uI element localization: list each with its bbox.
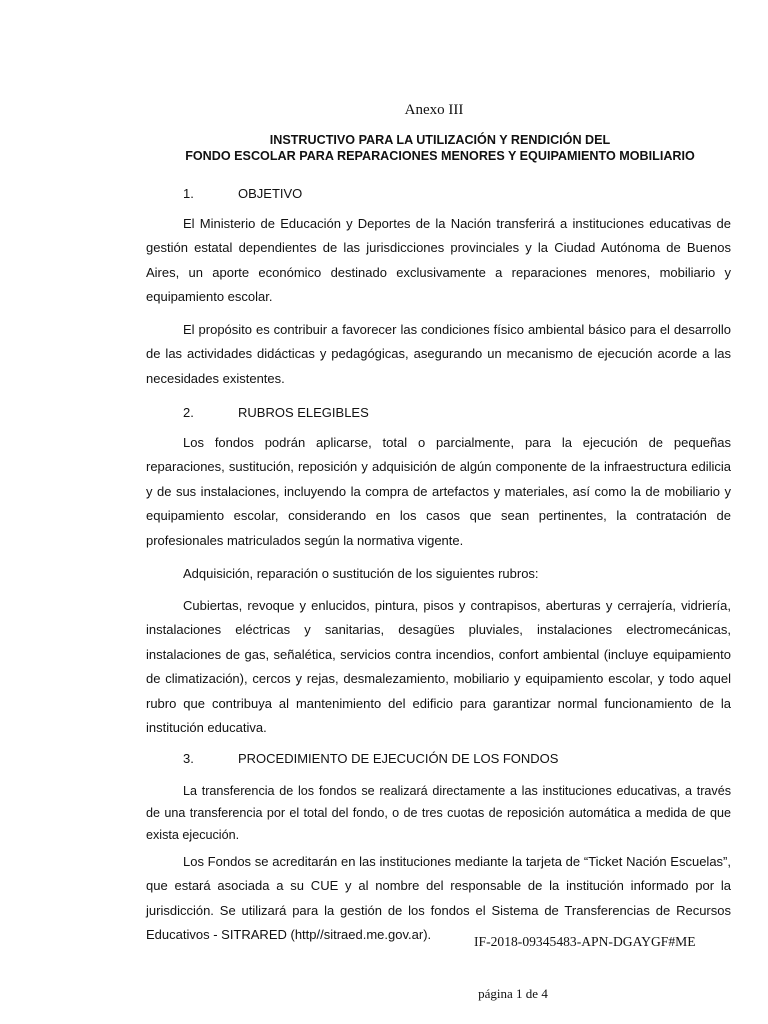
section-title: RUBROS ELEGIBLES xyxy=(238,405,369,420)
section-2-heading xyxy=(183,404,369,422)
section-number: 1. xyxy=(183,186,194,201)
annex-label: Anexo III xyxy=(404,102,464,118)
paragraph: Los fondos podrán aplicarse, total o parcialmente, para la ejecución de pequeñas reparaciones, sustitución, reposición y adquisición de algún componente de la infraestructura edilicia y de sus instalaciones, incluyendo la compra de artefactos y materiales, así como la de mobiliario y equipamiento escolar, considerando en los casos que sean pertinentes, la contratación de profesionales matriculados según la normativa vigente. xyxy=(146,435,731,548)
paragraph: La transferencia de los fondos se realizará directamente a las instituciones educativas, a través de una transferencia por el total del fondo, o de tres cuotas de reposición automática a medida de que exista ejecución. xyxy=(146,784,731,842)
section-title: OBJETIVO xyxy=(238,186,303,201)
paragraph: El Ministerio de Educación y Deportes de la Nación transferirá a instituciones educativas de gestión estatal dependientes de las jurisdicciones provinciales y la Ciudad Autónoma de Buenos Aires, un aporte económico destinado exclusivamente a reparaciones menores, mobiliario y equipamiento escolar. xyxy=(146,216,731,305)
document-id: IF-2018-09345483-APN-DGAYGF#ME xyxy=(474,934,696,949)
document-title-line-2: FONDO ESCOLAR PARA REPARACIONES MENORES Y EQUIPAMIENTO MOBILIARIO xyxy=(185,149,695,163)
paragraph: Los Fondos se acreditarán en las instituciones mediante la tarjeta de “Ticket Nación Escuelas”, que estará asociada a su CUE y al nombre del responsable de la institución informado por la jurisdicción. Se utilizará para la gestión de los fondos el Sistema de Transferencias de Recursos Educativos - SITRARED (http//sitraed.me.gov.ar). xyxy=(146,854,731,943)
section-number: 2. xyxy=(183,405,194,420)
paragraph: Cubiertas, revoque y enlucidos, pintura, pisos y contrapisos, aberturas y cerrajería, vidriería, instalaciones eléctricas y sanitarias, desagües pluviales, instalaciones electromecánicas, instalaciones de gas, señalética, servicios contra incendios, confort ambiental (incluye equipamiento de climatización), cercos y rejas, desmalezamiento, mobiliario y equipamiento escolar, y todo aquel rubro que contribuya al mantenimiento del edificio para garantizar normal funcionamiento de la institución educativa. xyxy=(146,598,731,736)
section-3-heading xyxy=(183,750,558,768)
section-title: PROCEDIMIENTO DE EJECUCIÓN DE LOS FONDOS xyxy=(238,751,559,766)
paragraph: El propósito es contribuir a favorecer las condiciones físico ambiental básico para el desarrollo de las actividades didácticas y pedagógicas, asegurando un mecanismo de ejecución acorde a las necesidades existentes. xyxy=(146,322,731,386)
section-number: 3. xyxy=(183,751,194,766)
paragraph: Adquisición, reparación o sustitución de los siguientes rubros: xyxy=(183,566,539,581)
document-title-line-1: INSTRUCTIVO PARA LA UTILIZACIÓN Y RENDICIÓN DEL xyxy=(269,133,611,147)
page-number: página 1 de 4 xyxy=(478,986,548,1001)
section-1-heading xyxy=(183,185,302,203)
